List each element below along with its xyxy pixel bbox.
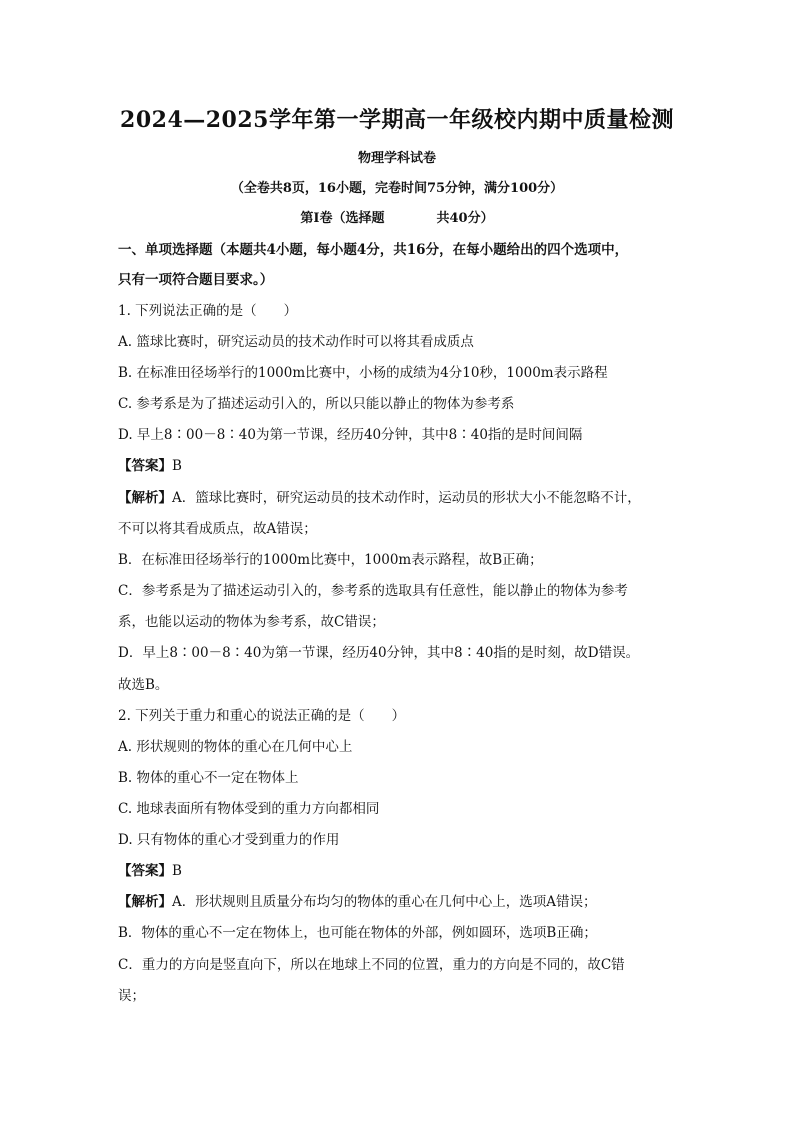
answer-tag: 【答案】 [118,458,172,474]
analysis-text: A．篮球比赛时，研究运动员的技术动作时，运动员的形状大小不能忽略不计， [172,490,641,506]
analysis-text: A．形状规则且质量分布均匀的物体的重心在几何中心上，选项A错误； [172,894,597,910]
q2-analysis-line: 误； [118,988,145,1004]
q1-analysis-line [118,486,678,506]
exam-info: （全卷共8页，16小题，完卷时间75分钟，满分100分） [230,181,564,196]
analysis-tag: 【解析】 [118,894,172,910]
q2-option-a: A. 形状规则的物体的重心在几何中心上 [118,739,353,755]
q1-option-a: A. 篮球比赛时，研究运动员的技术动作时可以将其看成质点 [118,334,474,350]
q2-analysis-line: B．物体的重心不一定在物体上，也可能在物体的外部，例如圆环，选项B正确； [118,925,597,941]
q1-analysis-line: B．在标准田径场举行的1000m比赛中，1000m表示路程，故B正确； [118,552,543,568]
section-heading-line1: 一、单项选择题（本题共4小题，每小题4分，共16分，在每小题给出的四个选项中， [118,242,629,258]
exam-title: 2024—2025学年第一学期高一年级校内期中质量检测 [120,107,674,133]
q1-analysis-line: D．早上8∶00－8∶40为第一节课，经历40分钟，其中8∶40指的是时刻，故D错误。 [118,645,640,661]
q2-option-d: D. 只有物体的重心才受到重力的作用 [118,832,340,848]
q1-stem: 1. 下列说法正确的是（ ） [118,303,298,319]
q2-answer [118,859,678,879]
part-heading: 第Ⅰ卷（选择题 共40分） [300,211,494,226]
section-heading-line2: 只有一项符合题目要求。） [118,272,274,288]
q2-analysis-line: C．重力的方向是竖直向下，所以在地球上不同的位置，重力的方向是不同的，故C错 [118,957,625,973]
analysis-tag: 【解析】 [118,490,172,506]
q2-option-c: C. 地球表面所有物体受到的重力方向都相同 [118,801,380,817]
subject-title: 物理学科试卷 [357,151,436,166]
q1-option-b: B. 在标准田径场举行的1000m比赛中，小杨的成绩为4分10秒，1000m表示路程 [118,365,608,381]
q1-answer [118,454,678,474]
q1-analysis-line: 不可以将其看成质点，故A错误； [118,521,317,537]
answer-value: B [172,863,182,879]
q1-conclusion: 故选B。 [118,677,169,693]
q1-option-c: C. 参考系是为了描述运动引入的，所以只能以静止的物体为参考系 [118,396,515,412]
answer-tag: 【答案】 [118,863,172,879]
q1-analysis-line: C．参考系是为了描述运动引入的，参考系的选取具有任意性，能以静止的物体为参考 [118,583,628,599]
q2-option-b: B. 物体的重心不一定在物体上 [118,770,299,786]
q1-analysis-line: 系，也能以运动的物体为参考系，故C错误； [118,614,385,630]
q1-option-d: D. 早上8∶00－8∶40为第一节课，经历40分钟，其中8∶40指的是时间间隔 [118,427,583,443]
q2-analysis-line [118,890,678,910]
answer-value: B [172,458,182,474]
q2-stem: 2. 下列关于重力和重心的说法正确的是（ ） [118,708,406,724]
